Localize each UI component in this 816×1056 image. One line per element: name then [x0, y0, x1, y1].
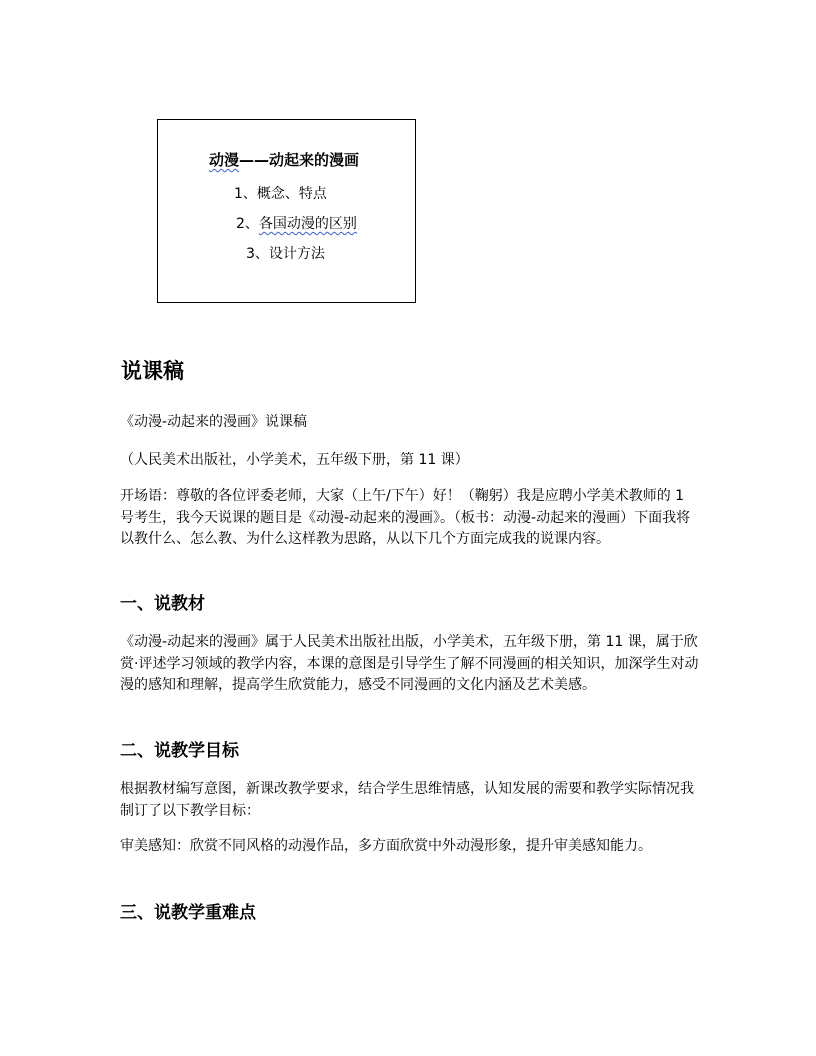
board-item-3: 3、设计方法 — [246, 246, 325, 262]
board-item-2-number: 2、 — [236, 216, 259, 232]
board-item-2 — [236, 213, 357, 233]
publisher-note: （人民美术出版社，小学美术，五年级下册，第 11 课） — [120, 452, 469, 468]
board-item-2-text: 各国动漫的区别 — [258, 216, 357, 232]
document-title: 说课稿 — [121, 359, 184, 383]
section-heading-teaching-goals: 二、说教学目标 — [120, 741, 239, 761]
opening-paragraph: 开场语：尊敬的各位评委老师，大家（上午/下午）好！（鞠躬）我是应聘小学美术教师的 1 号考生，我今天说课的题目是《动漫-动起来的漫画》。（板书：动漫-动起来的漫画）下面我将以教什么、怎么教、为什么这样教为思路，从以下几个方面完成我的说课内容。 — [120, 488, 691, 547]
teaching-material-paragraph: 《动漫-动起来的漫画》属于人民美术出版社出版，小学美术，五年级下册，第 11 课，属于欣赏·评述学习领域的教学内容，本课的意图是引导学生了解不同漫画的相关知识，加深学生对动漫的感知和理解，提高学生欣赏能力，感受不同漫画的文化内涵及艺术美感。 — [120, 634, 699, 693]
board-title-keyword: 动漫 — [209, 151, 240, 169]
board-item-1: 1、概念、特点 — [234, 186, 327, 202]
board-title-rest: ——动起来的漫画 — [239, 151, 360, 169]
teaching-goals-paragraph: 根据教材编写意图，新课改教学要求，结合学生思维情感，认知发展的需要和教学实际情况我制订了以下教学目标： — [120, 781, 694, 819]
lesson-subtitle: 《动漫-动起来的漫画》说课稿 — [120, 414, 308, 430]
section-heading-key-difficulties: 三、说教学重难点 — [120, 903, 256, 923]
aesthetic-perception-paragraph: 审美感知：欣赏不同风格的动漫作品，多方面欣赏中外动漫形象，提升审美感知能力。 — [120, 838, 652, 854]
board-title — [209, 149, 359, 170]
blackboard-outline-box — [157, 119, 416, 303]
section-heading-teaching-material: 一、说教材 — [120, 594, 205, 614]
